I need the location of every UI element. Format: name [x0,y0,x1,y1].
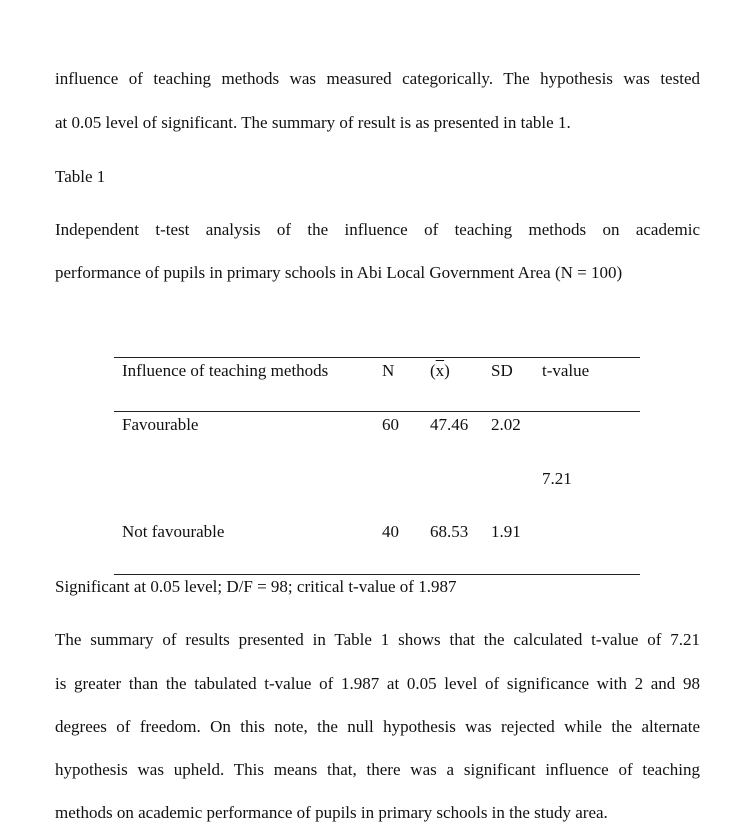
row-n: 60 [382,415,399,434]
header-mean-symbol: $\overline{x}$ [435,361,445,380]
summary-line-5: methods on academic performance of pupils in primary schools in the study area. [55,803,608,822]
header-variable: Influence of teaching methods [122,361,329,380]
summary-line-2: is greater than the tabulated t-value of 1.987 at 0.05 level of significance with 2 and 98 [55,674,700,693]
header-mean-open: ( [430,361,436,380]
row-mean: 68.53 [430,522,469,541]
summary-line-3: degrees of freedom. On this note, the null hypothesis was rejected while the alternate [55,717,700,736]
table-caption-line-1: Independent t-test analysis of the influence of teaching methods on academic [55,220,700,239]
table-bottom-rule [114,574,640,575]
header-mean [430,361,450,381]
table-label: Table 1 [55,167,106,186]
table-caption-line-2: performance of pupils in primary schools in Abi Local Government Area (N = 100) [55,263,623,282]
header-n: N [382,361,395,380]
header-t-value: t-value [542,361,590,380]
t-value-cell: 7.21 [542,469,572,488]
table-top-rule [114,357,640,358]
summary-line-4: hypothesis was upheld. This means that, there was a significant influence of teaching [55,760,700,779]
row-label: Favourable [122,415,199,434]
intro-line-2: at 0.05 level of significant. The summary of result is as presented in table 1. [55,113,571,132]
row-mean: 47.46 [430,415,469,434]
table-note: Significant at 0.05 level; D/F = 98; critical t-value of 1.987 [55,577,457,596]
table-header-rule [114,411,640,412]
row-sd: 1.91 [491,522,521,541]
intro-line-1: influence of teaching methods was measured categorically. The hypothesis was tested [55,69,700,88]
header-mean-close: ) [444,361,450,380]
row-label: Not favourable [122,522,225,541]
row-n: 40 [382,522,399,541]
row-sd: 2.02 [491,415,521,434]
summary-line-1: The summary of results presented in Table 1 shows that the calculated t-value of 7.21 [55,630,700,649]
header-sd: SD [491,361,513,380]
